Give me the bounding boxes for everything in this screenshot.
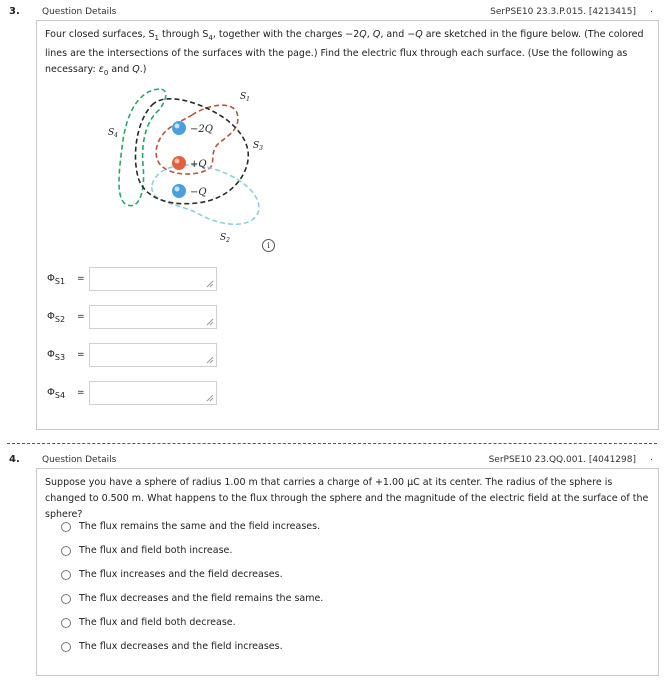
radio-button[interactable]	[61, 618, 71, 628]
phi-label: $\Phi_{S3}$	[47, 348, 66, 362]
resize-grip-icon[interactable]	[206, 356, 214, 364]
surface-label-s4: $S_4$	[108, 128, 118, 139]
charge-label-bottom: −Q	[190, 187, 207, 198]
option-1[interactable]: The flux remains the same and the field increases.	[61, 521, 320, 532]
question-4-text: Suppose you have a sphere of radius 1.00 m that carries a charge of +1.00 μC at its center. The radius of the sphere is changed to 0.500 m. What happens to the flux through the sphere and the magnitude of the electric field at the surface of the sphere?	[45, 477, 649, 520]
radio-button[interactable]	[61, 546, 71, 556]
resize-grip-icon[interactable]	[206, 280, 214, 288]
gauss-surfaces-figure	[97, 85, 287, 255]
resize-grip-icon[interactable]	[206, 318, 214, 326]
question-divider	[7, 443, 657, 444]
charge-label-top: −2Q	[190, 124, 213, 135]
question-3-box	[36, 20, 659, 430]
radio-button[interactable]	[61, 522, 71, 532]
option-4[interactable]: The flux decreases and the field remains the same.	[61, 593, 323, 604]
phi-label: $\Phi_{S2}$	[47, 310, 66, 324]
charge-positive-q	[172, 156, 186, 170]
option-2[interactable]: The flux and field both increase.	[61, 545, 232, 556]
option-6[interactable]: The flux decreases and the field increases.	[61, 641, 283, 652]
flux-s3-input[interactable]	[89, 343, 217, 367]
info-icon[interactable]: i	[262, 239, 275, 252]
flux-s2-input[interactable]	[89, 305, 217, 329]
charge-negative-2q	[172, 121, 186, 135]
question-4-details-label[interactable]: Question Details	[42, 455, 117, 465]
question-4-number: 4.	[9, 454, 20, 465]
answer-row-s1: $\Phi_{S1}$ =	[47, 267, 217, 291]
question-4-reference: SerPSE10 23.QQ.001. [4041298]	[488, 455, 636, 465]
phi-label: $\Phi_{S4}$	[47, 386, 66, 400]
surface-s4-curve	[119, 89, 166, 206]
surface-label-s1: $S_1$	[240, 92, 250, 103]
answer-row-s4: $\Phi_{S4}$ =	[47, 381, 217, 405]
answer-row-s3: $\Phi_{S3}$ =	[47, 343, 217, 367]
option-3[interactable]: The flux increases and the field decreases.	[61, 569, 283, 580]
resize-grip-icon[interactable]	[206, 394, 214, 402]
question-4-menu-dot[interactable]: .	[650, 453, 653, 463]
option-5[interactable]: The flux and field both decrease.	[61, 617, 236, 628]
question-4-box	[36, 468, 659, 676]
question-3-number: 3.	[9, 6, 20, 17]
phi-label: $\Phi_{S1}$	[47, 272, 66, 286]
charge-label-middle: +Q	[190, 159, 207, 170]
radio-button[interactable]	[61, 570, 71, 580]
flux-s4-input[interactable]	[89, 381, 217, 405]
radio-button[interactable]	[61, 594, 71, 604]
flux-s1-input[interactable]	[89, 267, 217, 291]
radio-button[interactable]	[61, 642, 71, 652]
question-3-reference: SerPSE10 23.3.P.015. [4213415]	[490, 7, 636, 17]
surface-label-s3: $S_3$	[253, 141, 263, 152]
answer-row-s2: $\Phi_{S2}$ =	[47, 305, 217, 329]
question-3-details-label[interactable]: Question Details	[42, 7, 117, 17]
question-3-text: Four closed surfaces, $S_1$ through $S_4$, together with the charges −2Q, Q, and −Q are sketched in the figure below. (The colored lines are the intersections of the surfaces with the page.) Find the electric flux through each surface. (Use the following as necessary: $\varepsilon_0$ and Q.)	[45, 29, 644, 77]
question-3-menu-dot[interactable]: .	[650, 5, 653, 15]
surface-label-s2: $S_2$	[220, 233, 230, 244]
charge-negative-q	[172, 184, 186, 198]
